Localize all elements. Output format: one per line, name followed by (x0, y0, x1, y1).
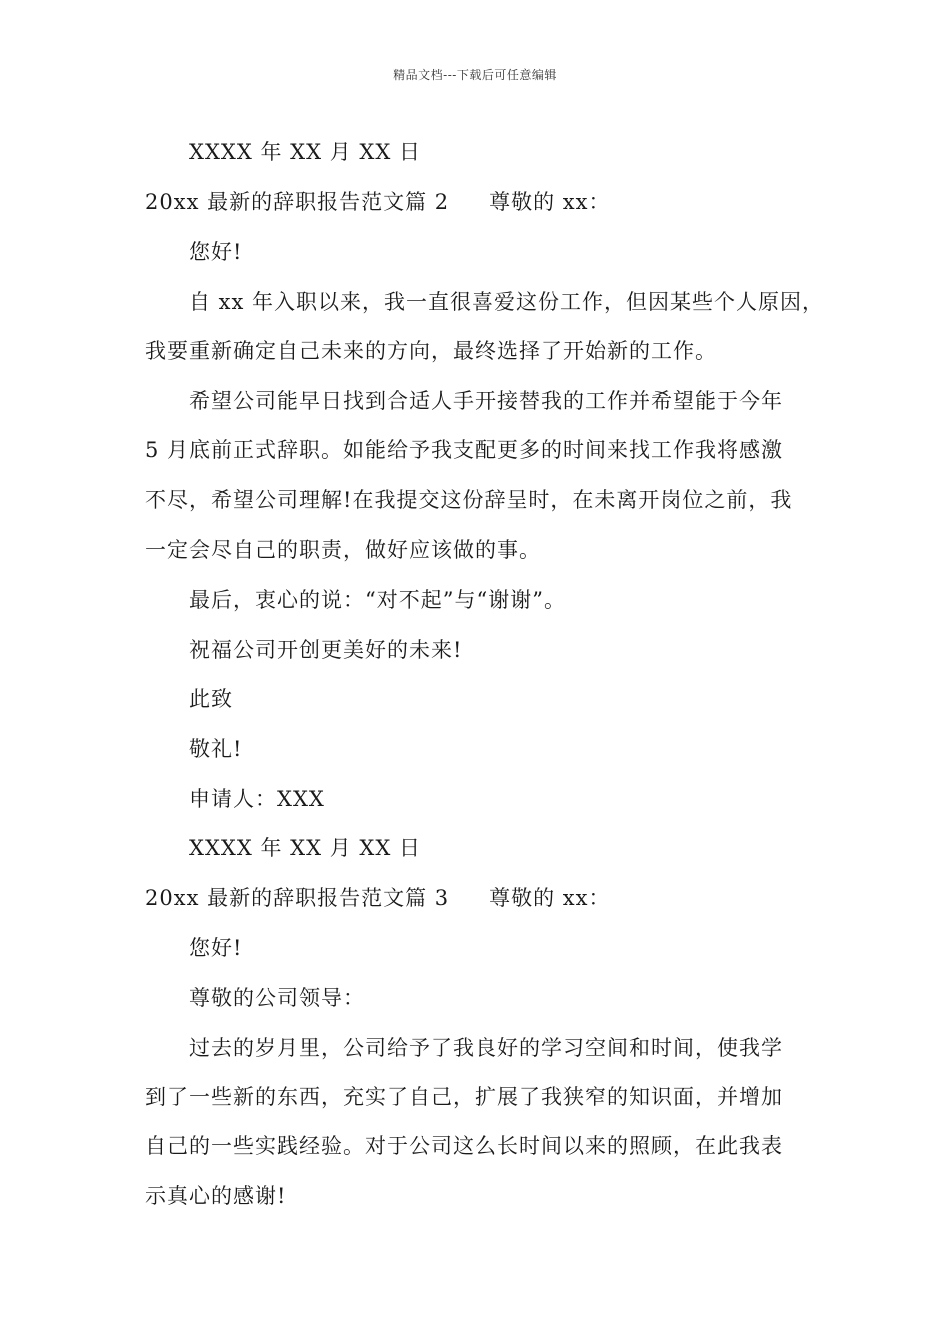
paragraph-line: 自 xx 年入职以来，我一直很喜爱这份工作，但因某些个人原因， (189, 290, 825, 314)
paragraph-line: 5 月底前正式辞职。如能给予我支配更多的时间来找工作我将感激 (145, 438, 784, 462)
section-heading (145, 187, 611, 217)
closing-line: 此致 (189, 687, 233, 711)
greeting: 您好! (189, 936, 243, 960)
paragraph-line: 一定会尽自己的职责，做好应该做的事。 (145, 538, 541, 562)
section-title: 20xx 最新的辞职报告范文篇 3 (145, 886, 450, 910)
salutation: 尊敬的 xx： (489, 190, 611, 214)
paragraph-line: 我要重新确定自己未来的方向，最终选择了开始新的工作。 (145, 339, 717, 363)
section-title: 20xx 最新的辞职报告范文篇 2 (145, 190, 450, 214)
salutation: 尊敬的 xx： (489, 886, 611, 910)
date-line: XXXX 年 XX 月 XX 日 (189, 836, 421, 860)
date-line: XXXX 年 XX 月 XX 日 (189, 140, 421, 164)
paragraph-line: 不尽，希望公司理解!在我提交这份辞呈时，在未离开岗位之前，我 (145, 488, 793, 512)
greeting: 您好! (189, 240, 243, 264)
paragraph-line: 希望公司能早日找到合适人手开接替我的工作并希望能于今年 (189, 389, 783, 413)
salutation-line: 尊敬的公司领导： (189, 986, 365, 1010)
section-heading (145, 883, 611, 913)
paragraph-line: 到了一些新的东西，充实了自己，扩展了我狭窄的知识面，并增加 (145, 1085, 783, 1109)
closing-line: 敬礼! (189, 737, 243, 761)
applicant-line: 申请人：XXX (189, 787, 325, 811)
paragraph-line: 最后，衷心的说：“对不起”与“谢谢”。 (189, 588, 566, 612)
paragraph-line: 自己的一些实践经验。对于公司这么长时间以来的照顾，在此我表 (145, 1134, 783, 1158)
paragraph-line: 过去的岁月里，公司给予了我良好的学习空间和时间，使我学 (189, 1036, 783, 1060)
page-header: 精品文档---下载后可任意编辑 (393, 68, 557, 82)
paragraph-line: 祝福公司开创更美好的未来! (189, 638, 463, 662)
paragraph-line: 示真心的感谢! (145, 1184, 287, 1208)
